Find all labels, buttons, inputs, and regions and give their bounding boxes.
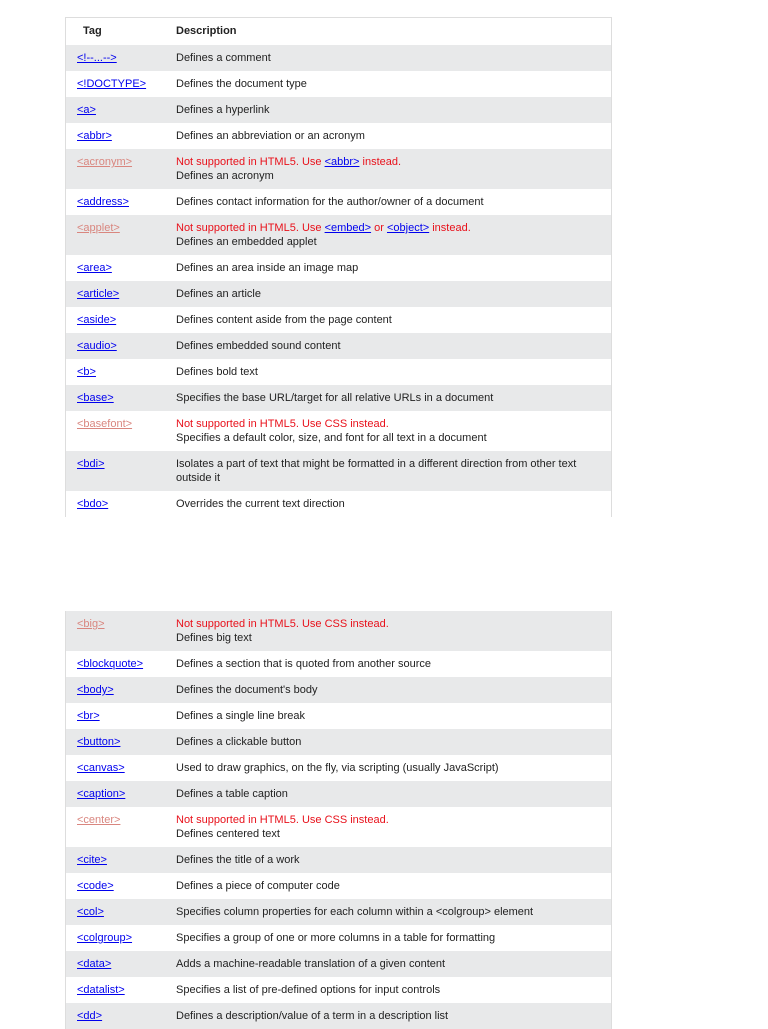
table-row bbox=[66, 651, 611, 677]
description-text: Defines embedded sound content bbox=[176, 340, 341, 352]
tag-cell bbox=[66, 287, 176, 301]
description-cell bbox=[176, 683, 611, 697]
description-cell bbox=[176, 391, 611, 405]
description-cell bbox=[176, 709, 611, 723]
header-description: Description bbox=[176, 25, 237, 37]
tag-cell bbox=[66, 417, 176, 445]
tag-cell bbox=[66, 1009, 176, 1023]
description-text: Specifies a group of one or more columns in a table for formatting bbox=[176, 932, 496, 944]
description-cell bbox=[176, 879, 611, 893]
table-row bbox=[66, 951, 611, 977]
description-cell bbox=[176, 365, 611, 379]
description-text: Defines an article bbox=[176, 288, 261, 300]
deprecation-note bbox=[176, 155, 601, 169]
description-cell bbox=[176, 735, 611, 749]
tag-link[interactable]: <audio> bbox=[77, 340, 117, 352]
note-text: instead. bbox=[359, 156, 402, 168]
tag-link[interactable]: <!DOCTYPE> bbox=[77, 78, 147, 90]
description-cell bbox=[176, 931, 611, 945]
deprecation-note bbox=[176, 417, 601, 431]
table-row bbox=[66, 307, 611, 333]
table-row bbox=[66, 491, 611, 517]
table-row bbox=[66, 189, 611, 215]
tag-cell bbox=[66, 221, 176, 249]
description-text: Defines a piece of computer code bbox=[176, 880, 340, 892]
table-row bbox=[66, 847, 611, 873]
table-row bbox=[66, 925, 611, 951]
table-row bbox=[66, 123, 611, 149]
tag-cell bbox=[66, 853, 176, 867]
table-row bbox=[66, 755, 611, 781]
table-row bbox=[66, 977, 611, 1003]
tag-cell bbox=[66, 657, 176, 671]
tag-link[interactable]: <dd> bbox=[77, 1010, 103, 1022]
note-link[interactable]: <object> bbox=[386, 222, 430, 234]
tag-link[interactable]: <canvas> bbox=[77, 762, 125, 774]
description-text: Defines an area inside an image map bbox=[176, 262, 359, 274]
table-row bbox=[66, 411, 611, 451]
deprecation-note bbox=[176, 813, 601, 827]
description-cell bbox=[176, 617, 611, 645]
table-row bbox=[66, 255, 611, 281]
description-cell bbox=[176, 957, 611, 971]
description-text: Defines the document type bbox=[176, 78, 307, 90]
description-text: Adds a machine-readable translation of a given content bbox=[176, 958, 446, 970]
description-text: Defines bold text bbox=[176, 366, 258, 378]
description-cell bbox=[176, 195, 611, 209]
note-text: Not supported in HTML5. Use bbox=[176, 156, 325, 168]
tag-link[interactable]: <cite> bbox=[77, 854, 107, 866]
note-text: or bbox=[371, 222, 387, 234]
description-cell bbox=[176, 51, 611, 65]
tag-link[interactable]: <col> bbox=[77, 906, 104, 918]
description-cell bbox=[176, 287, 611, 301]
description-cell bbox=[176, 497, 611, 511]
description-text: Defines content aside from the page content bbox=[176, 314, 392, 326]
tag-cell bbox=[66, 365, 176, 379]
table-row bbox=[66, 781, 611, 807]
tag-link[interactable]: <abbr> bbox=[77, 130, 112, 142]
tags-table-1 bbox=[65, 17, 612, 517]
tag-cell bbox=[66, 457, 176, 485]
tag-link[interactable]: <article> bbox=[77, 288, 120, 300]
description-cell bbox=[176, 787, 611, 801]
description-cell bbox=[176, 313, 611, 327]
description-text: Defines contact information for the author/owner of a document bbox=[176, 196, 484, 208]
table-row bbox=[66, 45, 611, 71]
description-cell bbox=[176, 261, 611, 275]
description-cell bbox=[176, 457, 611, 485]
note-link[interactable]: <abbr> bbox=[324, 156, 360, 168]
tag-cell bbox=[66, 129, 176, 143]
table-row bbox=[66, 281, 611, 307]
tag-cell bbox=[66, 497, 176, 511]
description-text: Defines the document's body bbox=[176, 684, 318, 696]
description-text: Isolates a part of text that might be formatted in a different direction from other text outside it bbox=[176, 458, 577, 484]
description-cell bbox=[176, 103, 611, 117]
description-cell bbox=[176, 77, 611, 91]
tag-cell bbox=[66, 103, 176, 117]
description-text: Defines a comment bbox=[176, 52, 271, 64]
deprecation-note bbox=[176, 617, 601, 631]
tag-cell bbox=[66, 983, 176, 997]
tag-link[interactable]: <body> bbox=[77, 684, 114, 696]
description-text: Specifies column properties for each column within a <colgroup> element bbox=[176, 906, 534, 918]
description-text: Defines an embedded applet bbox=[176, 236, 317, 248]
table-row bbox=[66, 97, 611, 123]
note-text: Not supported in HTML5. Use bbox=[176, 222, 325, 234]
tag-cell bbox=[66, 261, 176, 275]
tag-link[interactable]: <center> bbox=[77, 814, 121, 826]
description-cell bbox=[176, 1009, 611, 1023]
description-cell bbox=[176, 761, 611, 775]
tag-link[interactable]: <data> bbox=[77, 958, 112, 970]
description-text: Specifies the base URL/target for all relative URLs in a document bbox=[176, 392, 494, 404]
note-text: Not supported in HTML5. Use CSS instead. bbox=[176, 418, 389, 430]
description-cell bbox=[176, 983, 611, 997]
description-text: Defines a table caption bbox=[176, 788, 288, 800]
tag-link[interactable]: <base> bbox=[77, 392, 114, 404]
note-text: instead. bbox=[429, 222, 471, 234]
description-text: Defines an abbreviation or an acronym bbox=[176, 130, 365, 142]
tag-link[interactable]: <applet> bbox=[77, 222, 120, 234]
tag-cell bbox=[66, 391, 176, 405]
tag-cell bbox=[66, 735, 176, 749]
tag-link[interactable]: <area> bbox=[77, 262, 112, 274]
tag-cell bbox=[66, 905, 176, 919]
tag-cell bbox=[66, 879, 176, 893]
deprecation-note bbox=[176, 221, 601, 235]
table-row bbox=[66, 807, 611, 847]
tag-cell bbox=[66, 709, 176, 723]
tag-cell bbox=[66, 931, 176, 945]
tag-link[interactable]: <!--...--> bbox=[77, 52, 117, 64]
description-text: Defines a description/value of a term in a description list bbox=[176, 1010, 449, 1022]
tag-link[interactable]: <bdi> bbox=[77, 458, 105, 470]
description-cell bbox=[176, 155, 611, 183]
tag-link[interactable]: <acronym> bbox=[77, 156, 133, 168]
description-text: Specifies a default color, size, and font for all text in a document bbox=[176, 432, 487, 444]
table-row bbox=[66, 899, 611, 925]
tag-cell bbox=[66, 761, 176, 775]
description-text: Used to draw graphics, on the fly, via scripting (usually JavaScript) bbox=[176, 762, 499, 774]
tag-cell bbox=[66, 683, 176, 697]
tag-link[interactable]: <colgroup> bbox=[77, 932, 133, 944]
note-link[interactable]: <embed> bbox=[324, 222, 372, 234]
description-text: Defines a single line break bbox=[176, 710, 306, 722]
tag-cell bbox=[66, 787, 176, 801]
description-cell bbox=[176, 129, 611, 143]
tag-link[interactable]: <b> bbox=[77, 366, 96, 378]
table-row bbox=[66, 215, 611, 255]
tag-link[interactable]: <datalist> bbox=[77, 984, 125, 996]
tag-link[interactable]: <aside> bbox=[77, 314, 117, 326]
description-text: Defines big text bbox=[176, 632, 252, 644]
tag-link[interactable]: <address> bbox=[77, 196, 129, 208]
header-tag: Tag bbox=[83, 25, 102, 37]
table-row bbox=[66, 451, 611, 491]
description-cell bbox=[176, 813, 611, 841]
table-row bbox=[66, 1003, 611, 1029]
table-row bbox=[66, 729, 611, 755]
table-row bbox=[66, 703, 611, 729]
table-row bbox=[66, 149, 611, 189]
description-cell bbox=[176, 417, 611, 445]
tag-cell bbox=[66, 617, 176, 645]
tag-cell bbox=[66, 77, 176, 91]
tag-link[interactable]: <basefont> bbox=[77, 418, 133, 430]
tag-link[interactable]: <bdo> bbox=[77, 498, 109, 510]
description-text: Defines an acronym bbox=[176, 170, 274, 182]
tag-cell bbox=[66, 339, 176, 353]
tag-link[interactable]: <blockquote> bbox=[77, 658, 144, 670]
description-text: Defines the title of a work bbox=[176, 854, 300, 866]
tag-cell bbox=[66, 195, 176, 209]
tag-link[interactable]: <button> bbox=[77, 736, 121, 748]
description-text: Specifies a list of pre-defined options for input controls bbox=[176, 984, 441, 996]
description-cell bbox=[176, 339, 611, 353]
table-row bbox=[66, 333, 611, 359]
description-cell bbox=[176, 853, 611, 867]
note-text: Not supported in HTML5. Use CSS instead. bbox=[176, 814, 389, 826]
description-text: Defines a clickable button bbox=[176, 736, 302, 748]
tag-cell bbox=[66, 813, 176, 841]
description-cell bbox=[176, 657, 611, 671]
description-text: Defines centered text bbox=[176, 828, 280, 840]
tag-cell bbox=[66, 155, 176, 183]
table-row bbox=[66, 611, 611, 651]
note-text: Not supported in HTML5. Use CSS instead. bbox=[176, 618, 389, 630]
tag-link[interactable]: <code> bbox=[77, 880, 114, 892]
tags-table-2 bbox=[65, 611, 612, 1029]
tag-cell bbox=[66, 957, 176, 971]
table-row bbox=[66, 677, 611, 703]
description-cell bbox=[176, 221, 611, 249]
tag-link[interactable]: <a> bbox=[77, 104, 96, 116]
table-header bbox=[66, 18, 611, 45]
table-row bbox=[66, 71, 611, 97]
description-text: Overrides the current text direction bbox=[176, 498, 345, 510]
tag-link[interactable]: <caption> bbox=[77, 788, 126, 800]
table-row bbox=[66, 385, 611, 411]
description-cell bbox=[176, 905, 611, 919]
tag-link[interactable]: <br> bbox=[77, 710, 100, 722]
table-row bbox=[66, 359, 611, 385]
description-text: Defines a hyperlink bbox=[176, 104, 270, 116]
tag-cell bbox=[66, 313, 176, 327]
description-text: Defines a section that is quoted from another source bbox=[176, 658, 431, 670]
table-row bbox=[66, 873, 611, 899]
tag-cell bbox=[66, 51, 176, 65]
tag-link[interactable]: <big> bbox=[77, 618, 105, 630]
